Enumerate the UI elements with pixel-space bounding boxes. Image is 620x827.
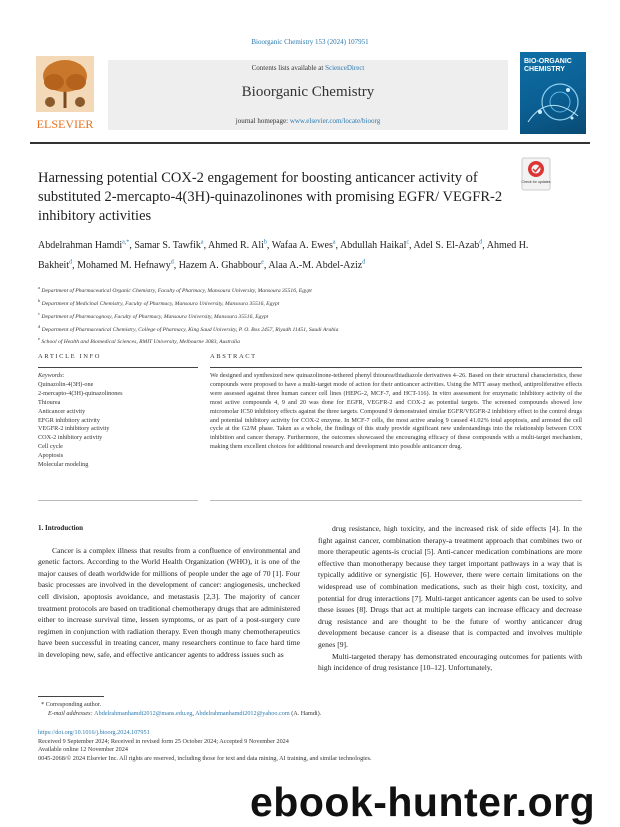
author-affiliation-mark[interactable]: a bbox=[200, 240, 204, 246]
author bbox=[179, 260, 269, 271]
body-column-left bbox=[38, 523, 300, 661]
author bbox=[340, 240, 414, 251]
author-separator: , bbox=[263, 259, 269, 271]
abstract-heading: ABSTRACT bbox=[210, 353, 257, 360]
affiliation-list bbox=[38, 283, 578, 347]
watermark: ebook-hunter.org bbox=[250, 779, 596, 825]
author bbox=[268, 260, 365, 271]
author-affiliation-mark[interactable]: d bbox=[362, 259, 366, 266]
author-separator: , bbox=[129, 240, 135, 252]
affiliation-text: Department of Medicinal Chemistry, Faculty of Pharmacy, Mansoura University, Mansoura 35516, Egypt bbox=[41, 300, 280, 307]
cover-artwork-icon bbox=[520, 72, 586, 134]
homepage-prefix: journal homepage: bbox=[235, 117, 290, 125]
article-title: Harnessing potential COX-2 engagement for boosting anticancer activity of substituted 2-mercapto-4(3H)-quinazolinones with promising EGFR/ VEGFR-2 inhibitory activities bbox=[38, 170, 503, 224]
contents-prefix: Contents lists available at bbox=[251, 64, 326, 72]
keyword: Apoptosis bbox=[38, 452, 64, 460]
article-info-bottom-rule bbox=[38, 500, 198, 501]
author-name: Abdullah Haikal bbox=[339, 240, 407, 252]
footnotes bbox=[38, 700, 578, 718]
abstract-text: We designed and synthesized new quinazolinone-tethered phenyl thiourea/thiadiazole derivatives 4–26. Based on their structural characteristics, these compounds were proposed to have a multi-target mode of action for their anticancer activities. Using the MTT assay method, antiproliferative effects were assessed against three human cancer cell lines (HEPG-2, MCF-7, and HCT-116). In vitro assessment for enzymatic inhibitory activity of the most active compounds 4, 9 and 20 was done for EGFR, VEGFR-2 and COX-2 as potential targets. The screened compounds showed low micromolar IC50 inhibitory effects against the three targets. Compound 9 demonstrated similar EGFR/VEGFR-2 inhibitory effect to the control drugs and potential inhibitory activity for COX-2 enzyme. In MCF-7 cells, the most active analog 9 caused 41.02% total apoptosis, and arrested the cell cycle at the G2/M phase. Taken as a whole, the findings of this study provide significant new understandings into the relationship between COX inhibition and cancer therapy. Furthermore, the outcomes showcased the encouraging efficacy of these compounds with a multi-target mechanism, making them excellent choices for additional research and development into possible anticancer drug. bbox=[210, 372, 582, 451]
affiliation bbox=[38, 309, 578, 322]
affiliation-text: Department of Pharmaceutical Organic Chemistry, Faculty of Pharmacy, Mansoura University, Mansoura 35516, Egypt bbox=[41, 287, 312, 294]
footnote-rule bbox=[38, 696, 104, 697]
keywords-block bbox=[38, 372, 203, 470]
journal-cover bbox=[520, 52, 586, 134]
email-label: E-mail addresses: bbox=[48, 710, 95, 717]
affiliation-key: d bbox=[38, 323, 41, 329]
affiliation bbox=[38, 296, 578, 309]
received-dates: Received 9 September 2024; Received in revised form 25 October 2024; Accepted 9 November 2024 bbox=[38, 737, 289, 745]
copyright-line: 0045-2068/© 2024 Elsevier Inc. All rights are reserved, including those for text and data mining, AI training, and similar technologies. bbox=[38, 754, 372, 762]
author-separator: , bbox=[203, 240, 209, 252]
keyword: Cell cycle bbox=[38, 443, 63, 451]
author-separator: , bbox=[409, 240, 414, 252]
right-paragraphs bbox=[318, 523, 582, 674]
keyword: VEGFR-2 inhibitory activity bbox=[38, 425, 110, 433]
elsevier-tree-icon bbox=[30, 52, 100, 134]
email-link-1[interactable]: Abdelrahmanhamdi2012@mans.edu.eg bbox=[94, 710, 193, 717]
doi-block bbox=[38, 729, 578, 763]
homepage-line bbox=[108, 117, 508, 125]
running-head[interactable]: Bioorganic Chemistry 153 (2024) 107951 bbox=[251, 38, 369, 46]
header-rule bbox=[30, 142, 590, 144]
keyword: 2-mercapto-4(3H)-quinazolinones bbox=[38, 389, 123, 397]
affiliation-key: c bbox=[38, 310, 40, 316]
masthead bbox=[30, 52, 590, 134]
author bbox=[208, 240, 272, 251]
body-paragraph: Cancer is a complex illness that results from a confluence of environmental and genetic factors. According to the World Health Organization (WHO), it is one of the major causes of death worldwide for millions of people under the age of 70 [1]. Four basic processes are involved in the development of cancer: angiogenesis, unchecked cell division, apoptosis avoidance, and metastasis [2,3]. The majority of cancer treatment protocols are based on traditional chemotherapy drugs that are administered either to increase survival time, lessen symptoms, or as part of a post-surgery cure regimen in conjunction with radiation therapy. Even though many chemotherapeutics have been successful in treating cancer, many researchers continue to face hard time in developing new, safe, and effective anticancer agents to address issues such as bbox=[38, 545, 300, 659]
keyword: EFGR inhibitory activity bbox=[38, 416, 100, 424]
author bbox=[77, 260, 179, 271]
author-name: Ahmed R. Ali bbox=[208, 240, 264, 252]
left-paragraphs bbox=[38, 545, 300, 661]
corresponding-note: * Corresponding author. bbox=[38, 701, 102, 708]
author-separator: , bbox=[72, 259, 78, 271]
author-name: Hazem A. Ghabbour bbox=[178, 259, 262, 271]
author-affiliation-mark[interactable]: c bbox=[406, 240, 410, 246]
author-name: Alaa A.-M. Abdel-Aziz bbox=[268, 259, 363, 271]
keyword: Thiourea bbox=[38, 398, 61, 406]
author-name: Abdelrahman Hamdi bbox=[38, 240, 123, 252]
check-for-updates-badge[interactable] bbox=[521, 157, 551, 191]
affiliation-key: a bbox=[38, 285, 40, 290]
keywords-label: Keywords: bbox=[38, 372, 65, 379]
affiliation-key: b bbox=[38, 297, 41, 303]
email-note bbox=[38, 709, 578, 718]
author-affiliation-mark[interactable]: d bbox=[170, 259, 174, 266]
author-affiliation-mark[interactable]: e bbox=[261, 259, 264, 266]
introduction-heading: 1. Introduction bbox=[38, 524, 83, 532]
affiliation-key: e bbox=[38, 336, 40, 342]
author-name: Mohamed M. Hefnawy bbox=[77, 259, 171, 271]
author-affiliation-mark[interactable]: d bbox=[479, 240, 483, 246]
sciencedirect-link[interactable]: ScienceDirect bbox=[325, 64, 365, 72]
author-separator: , bbox=[266, 240, 272, 252]
author bbox=[38, 240, 134, 251]
author-affiliation-mark[interactable]: a bbox=[332, 240, 336, 246]
doi-link[interactable]: https://doi.org/10.1016/j.bioorg.2024.107951 bbox=[38, 729, 150, 736]
author-name: Samar S. Tawfik bbox=[134, 240, 201, 252]
affiliation bbox=[38, 322, 578, 335]
author bbox=[272, 240, 340, 251]
elsevier-logo bbox=[30, 52, 100, 134]
author-affiliation-mark[interactable]: d bbox=[69, 259, 73, 266]
author-name: Ahmed H. Bakheit bbox=[38, 240, 529, 271]
affiliation-text: Department of Pharmacognosy, Faculty of Pharmacy, Mansoura University, Mansoura 35516, Egypt bbox=[41, 313, 269, 320]
author-separator: , bbox=[173, 259, 179, 271]
available-online: Available online 12 November 2024 bbox=[38, 746, 128, 754]
email-separator: , bbox=[192, 710, 196, 717]
check-updates-label: Check for updates bbox=[521, 180, 551, 184]
author-list bbox=[38, 235, 558, 274]
author-separator: , bbox=[335, 240, 340, 252]
keyword: Molecular modeling bbox=[38, 461, 89, 469]
check-updates-icon bbox=[521, 157, 551, 191]
keyword-list bbox=[38, 381, 203, 470]
contents-line bbox=[108, 64, 508, 72]
affiliation-text: School of Health and Biomedical Sciences, RMIT University, Melbourne 3083, Australia bbox=[41, 339, 240, 346]
author-name: Wafaa A. Ewes bbox=[271, 240, 333, 252]
author bbox=[413, 240, 486, 251]
author-separator: , bbox=[482, 240, 487, 252]
email-link-2[interactable]: Abdelrahmanhamdi2012@yahoo.com bbox=[195, 710, 290, 717]
abstract-bottom-rule bbox=[210, 500, 582, 501]
cover-title: BIO-ORGANIC CHEMISTRY bbox=[524, 58, 572, 73]
affiliation bbox=[38, 283, 578, 296]
publisher-wordmark: ELSEVIER bbox=[36, 117, 94, 131]
article-info-heading: ARTICLE INFO bbox=[38, 353, 102, 360]
author-affiliation-mark[interactable]: b bbox=[263, 240, 267, 246]
body-paragraph: Multi-targeted therapy has demonstrated encouraging outcomes for patients with high incidence of drug resistance [10–12]. Unfortunately, bbox=[318, 651, 582, 673]
journal-box bbox=[108, 60, 508, 130]
keyword: COX-2 inhibitory activity bbox=[38, 434, 103, 442]
abstract-rule bbox=[210, 367, 582, 368]
journal-title: Bioorganic Chemistry bbox=[241, 84, 375, 100]
email-suffix: (A. Hamdi). bbox=[289, 710, 322, 717]
article-info-rule bbox=[38, 367, 198, 368]
keyword: Anticancer activity bbox=[38, 407, 86, 415]
homepage-link[interactable]: www.elsevier.com/locate/bioorg bbox=[289, 117, 381, 125]
keyword: Quinazolin-4(3H)-one bbox=[38, 380, 94, 388]
affiliation bbox=[38, 334, 578, 347]
body-paragraph: drug resistance, high toxicity, and the increased risk of side effects [4]. In the fight against cancer, combination therapy-a treatment approach that combines two or more therapeutic agents-is crucial [5]. Anti-cancer medication combinations are more effective than monotherapy because they target important pathways in a way that is typically additive or synergistic [6]. However, there were certain limitations on the widespread use of combination medications, such as their high cost, toxicity, and potential for drug interactions [7]. Multi-target anticancer agents can be used to solve these issues [8]. Drugs that act at multiple targets can increase efficacy and decrease drug resistance and are thought to be the future of worthy anticancer drug development because cancer is a disease that is compacted and involves multiple genes [9]. bbox=[318, 524, 582, 649]
body-column-right bbox=[318, 523, 582, 674]
author bbox=[134, 240, 208, 251]
corresponding-text: Corresponding author. bbox=[45, 701, 102, 708]
author-name: Adel S. El-Azab bbox=[413, 240, 480, 252]
affiliation-text: Department of Pharmaceutical Chemistry, College of Pharmacy, King Saud University, P. O. Box 2457, Riyadh 11451, Saudi Arabia bbox=[41, 326, 339, 333]
author-affiliation-mark[interactable]: a,* bbox=[122, 240, 130, 246]
